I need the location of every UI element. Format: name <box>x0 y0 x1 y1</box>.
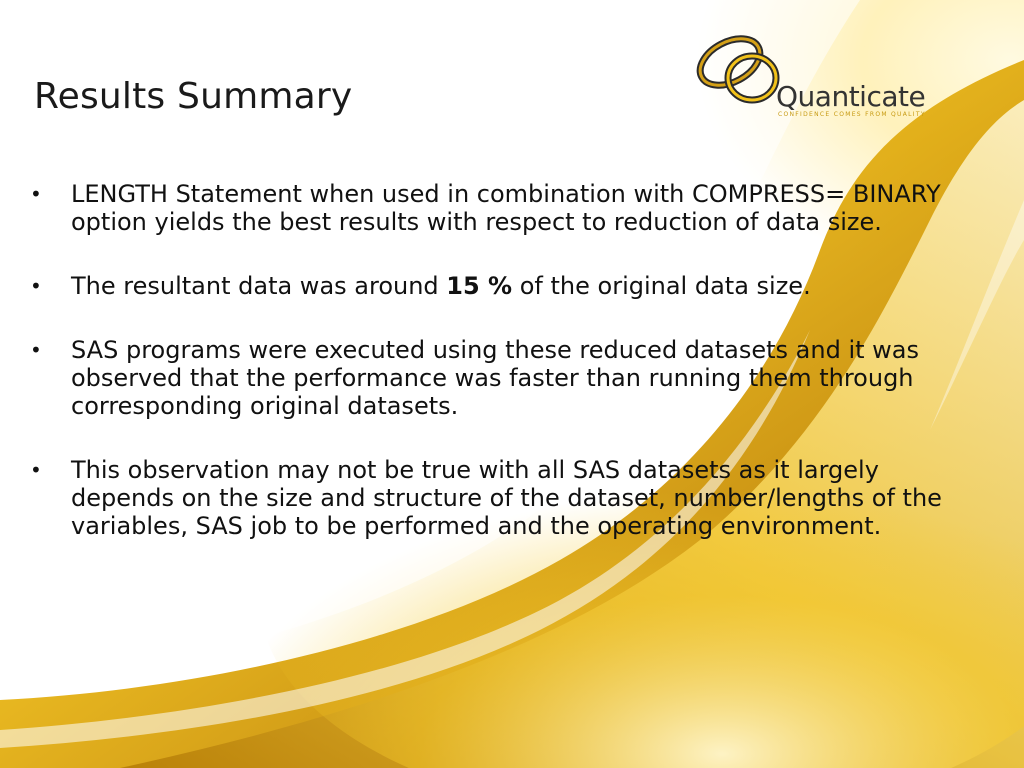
bullet-text: of the original data size. <box>512 272 811 300</box>
bullet-text: The resultant data was around <box>71 272 447 300</box>
bullet-text: SAS programs were executed using these reduced datasets and it was observed that the performance was faster than running them through corresponding original datasets. <box>71 336 920 420</box>
bullet-text: LENGTH Statement when used in combination with COMPRESS= BINARY option yields the best results with respect to reduction of data size. <box>71 180 941 236</box>
logo-wordmark: Quanticate <box>776 80 926 113</box>
bullet-dot-icon: • <box>30 458 42 482</box>
bullet-dot-icon: • <box>30 338 42 362</box>
logo-tagline: CONFIDENCE COMES FROM QUALITY <box>778 111 926 118</box>
bullet-item <box>30 272 960 300</box>
bullet-item <box>30 336 960 420</box>
bullet-dot-icon: • <box>30 274 42 298</box>
bullet-item <box>30 180 960 236</box>
bullet-dot-icon: • <box>30 182 42 206</box>
slide-title: Results Summary <box>34 76 353 117</box>
bullet-item <box>30 456 960 540</box>
bullet-highlight: 15 % <box>446 272 513 300</box>
bullet-list <box>30 180 960 576</box>
bullet-text: This observation may not be true with all SAS datasets as it largely depends on the size and structure of the dataset, number/lengths of the variables, SAS job to be performed and the operating environment. <box>71 456 942 540</box>
